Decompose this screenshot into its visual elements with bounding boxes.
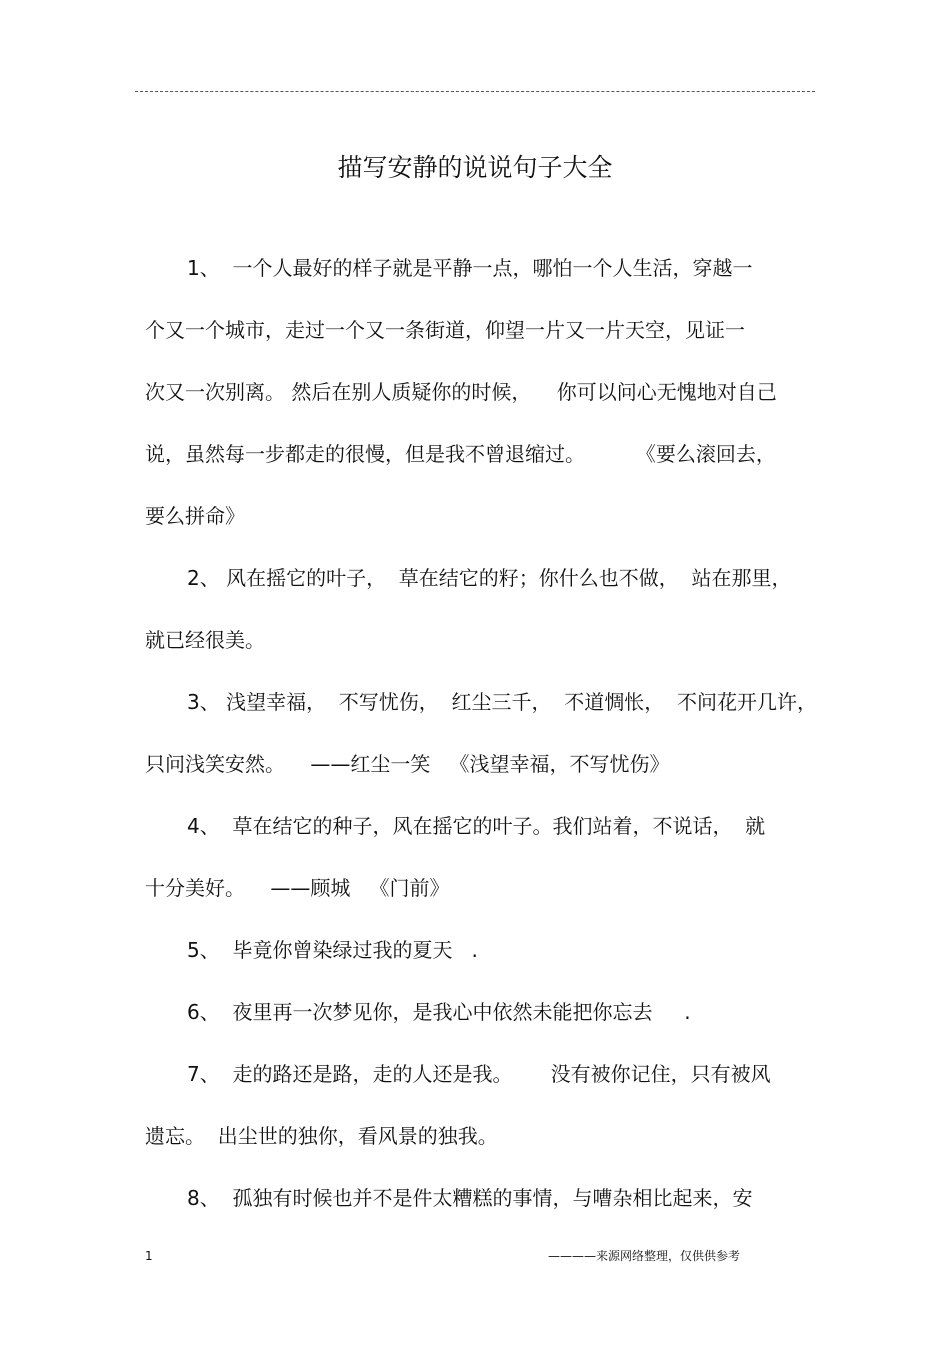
page-title: 描写安静的说说句子大全: [337, 153, 613, 182]
body-line: 说，虽然每一步都走的很慢，但是我不曾退缩过。 《要么滚回去，: [145, 442, 776, 466]
body-line: 就已经很美。: [145, 628, 265, 652]
body-line: 6、 夜里再一次梦见你，是我心中依然未能把你忘去 .: [187, 1000, 691, 1024]
body-line: 次又一次别离。 然后在别人质疑你的时候， 你可以问心无愧地对自己: [145, 380, 777, 404]
body-line: 2、 风在摇它的叶子， 草在结它的籽；你什么也不做， 站在那里，: [187, 566, 792, 590]
footer-source-note: ————来源网络整理，仅供供参考: [548, 1249, 741, 1263]
page-number: 1: [145, 1249, 153, 1263]
body-line: 只问浅笑安然。 ——红尘一笑 《浅望幸福，不写忧伤》: [145, 752, 670, 776]
body-line: 5、 毕竟你曾染绿过我的夏天 .: [187, 938, 478, 962]
header-divider: [135, 91, 815, 92]
body-line: 要么拼命》: [145, 504, 245, 528]
body-line: 8、 孤独有时候也并不是件太糟糕的事情，与嘈杂相比起来，安: [187, 1186, 753, 1210]
document-body: [145, 237, 817, 1229]
body-line: 遗忘。 出尘世的独你，看风景的独我。: [145, 1124, 498, 1148]
body-line: 3、 浅望幸福， 不写忧伤， 红尘三千， 不道惆怅， 不问花开几许，: [187, 690, 817, 714]
body-line: 4、 草在结它的种子，风在摇它的叶子。我们站着，不说话， 就: [187, 814, 766, 838]
body-line: 7、 走的路还是路，走的人还是我。 没有被你记住，只有被风: [187, 1062, 771, 1086]
body-line: 1、 一个人最好的样子就是平静一点，哪怕一个人生活，穿越一: [187, 256, 753, 280]
body-line: 十分美好。 ——顾城 《门前》: [145, 876, 450, 900]
body-line: 个又一个城市，走过一个又一条街道，仰望一片又一片天空，见证一: [145, 318, 745, 342]
